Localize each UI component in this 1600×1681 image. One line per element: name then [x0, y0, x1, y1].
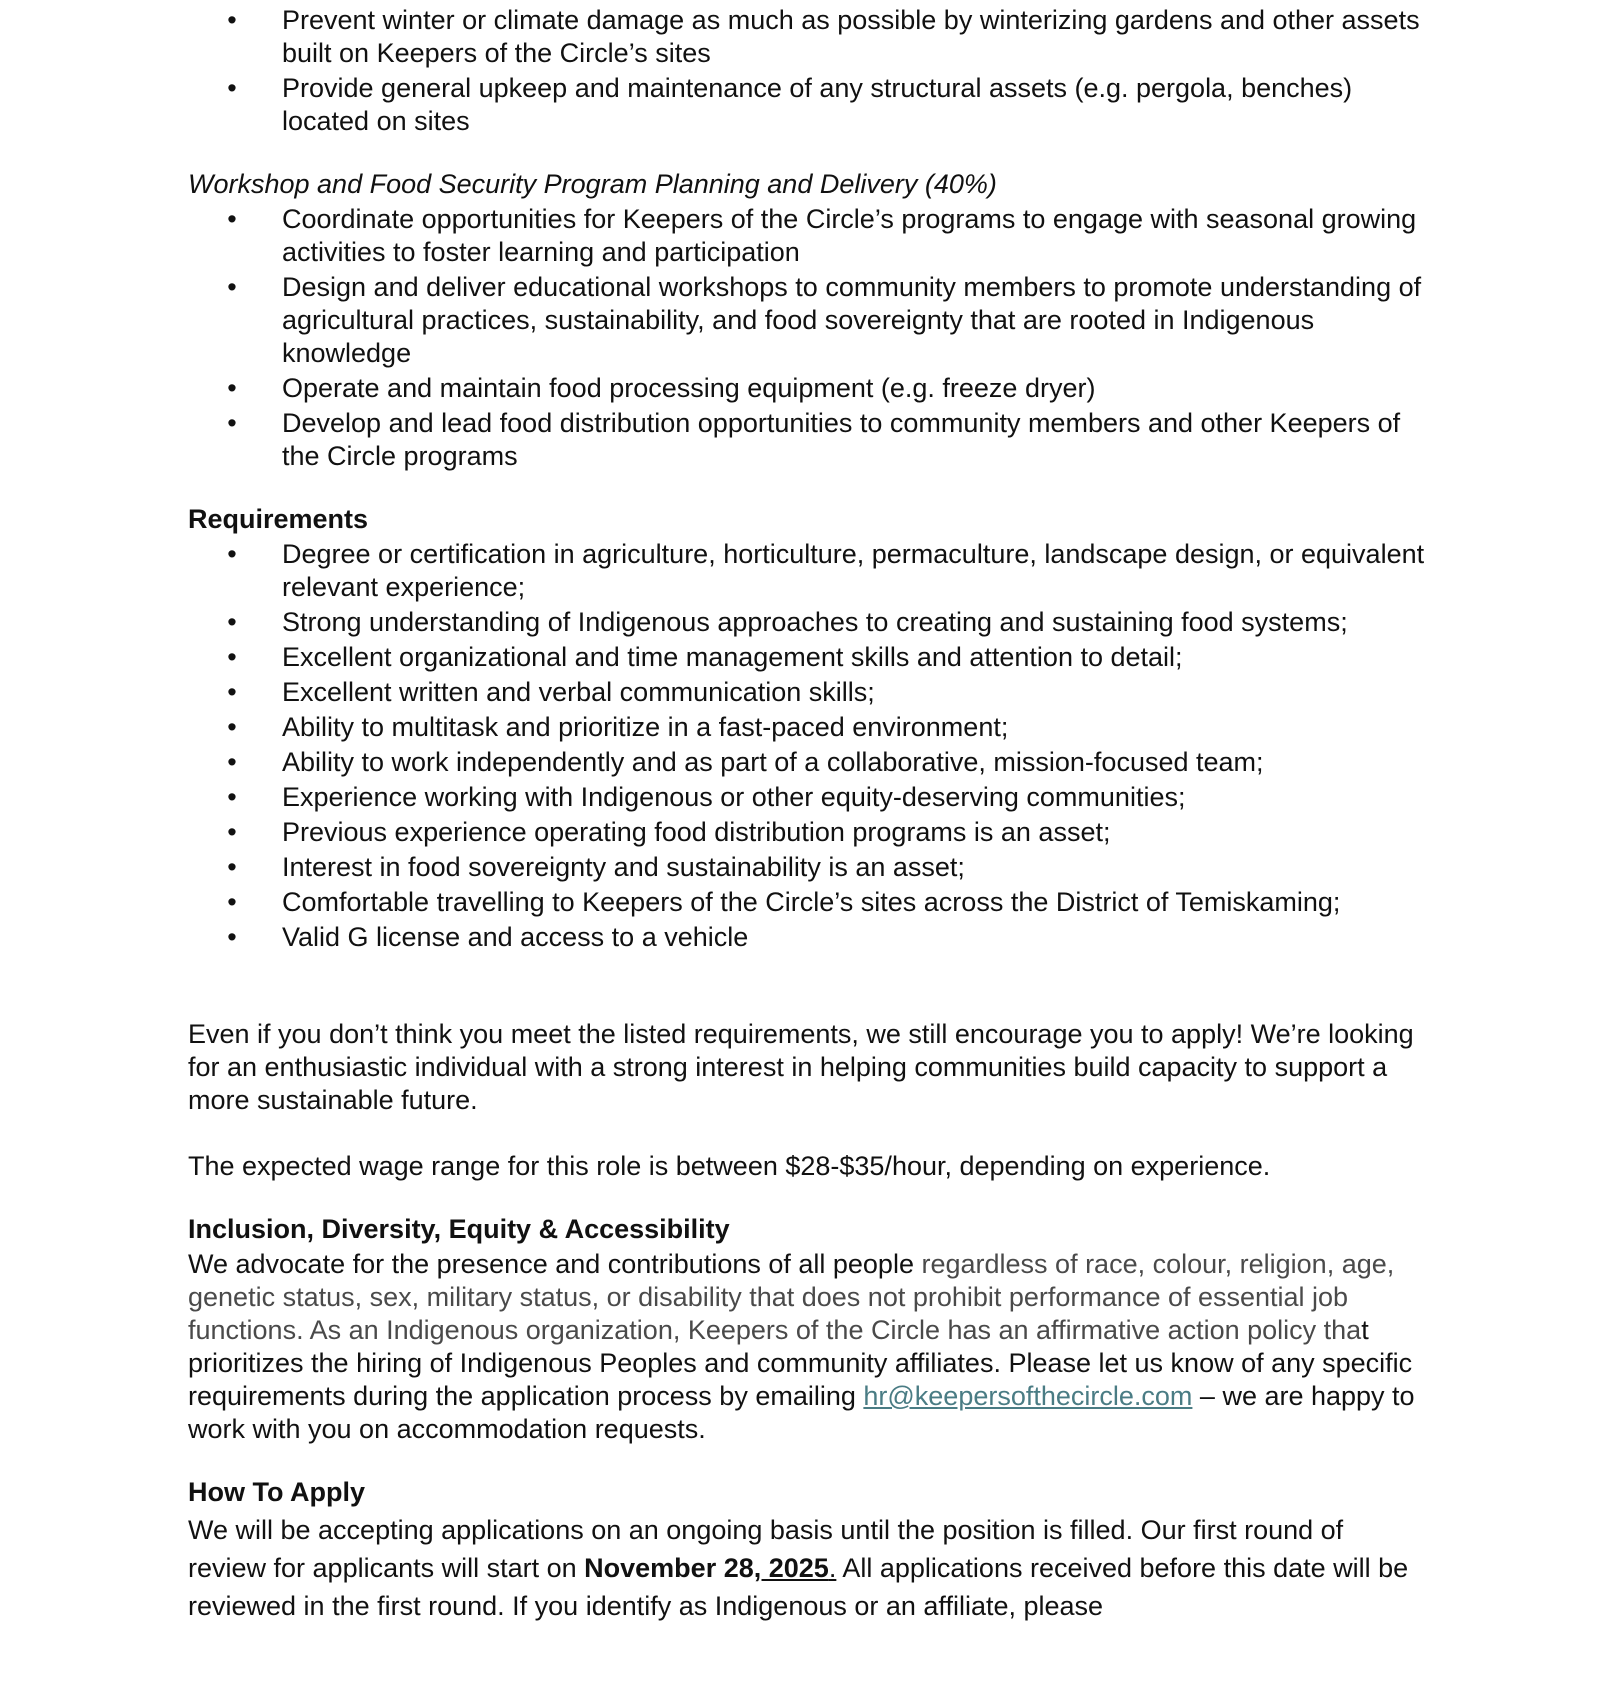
requirements-heading: Requirements	[188, 504, 369, 534]
bullet-icon: •	[227, 712, 237, 742]
bullet-icon: •	[227, 539, 237, 569]
list-item: • Coordinate opportunities for Keepers of the Circle’s programs to engage with seasonal growing activities to foster learning and participation	[282, 203, 1428, 269]
bullet-icon: •	[227, 677, 237, 707]
how-to-apply-heading: How To Apply	[188, 1477, 365, 1507]
list-item: • Prevent winter or climate damage as much as possible by winterizing gardens and other assets built on Keepers of the Circle’s sites	[282, 4, 1428, 70]
list-item: • Ability to work independently and as part of a collaborative, mission-focused team;	[282, 746, 1428, 779]
list-item: • Previous experience operating food distribution programs is an asset;	[282, 816, 1428, 849]
list-item: • Ability to multitask and prioritize in a fast-paced environment;	[282, 711, 1428, 744]
bullet-icon: •	[227, 887, 237, 917]
bullet-icon: •	[227, 922, 237, 952]
workshop-list	[188, 203, 1428, 473]
list-item: • Valid G license and access to a vehicle	[282, 921, 1428, 954]
bullet-icon: •	[227, 852, 237, 882]
list-item: • Experience working with Indigenous or other equity-deserving communities;	[282, 781, 1428, 814]
bullet-icon: •	[227, 5, 237, 35]
bullet-icon: •	[227, 73, 237, 103]
idea-heading: Inclusion, Diversity, Equity & Accessibility	[188, 1214, 730, 1244]
bullet-icon: •	[227, 272, 237, 302]
list-item: • Develop and lead food distribution opportunities to community members and other Keepers of the Circle programs	[282, 407, 1428, 473]
list-item: • Excellent organizational and time management skills and attention to detail;	[282, 641, 1428, 674]
bullet-icon: •	[227, 782, 237, 812]
site-maintenance-list	[188, 4, 1428, 138]
idea-paragraph: We advocate for the presence and contributions of all people regardless of race, colour, religion, age, genetic status, sex, military status, or disability that does not prohibit performance of essential job functions. As an Indigenous organization, Keepers of the Circle has an affirmative action policy that prioritizes the hiring of Indigenous Peoples and community affiliates. Please let us know of any specific requirements during the application process by emailing hr@keepersofthecircle.com – we are happy to work with you on accommodation requests.	[188, 1249, 1415, 1444]
bullet-icon: •	[227, 204, 237, 234]
list-item: • Comfortable travelling to Keepers of the Circle’s sites across the District of Temiskaming;	[282, 886, 1428, 919]
requirements-list	[188, 538, 1428, 954]
bullet-icon: •	[227, 817, 237, 847]
list-item: • Design and deliver educational workshops to community members to promote understanding of agricultural practices, sustainability, and food sovereignty that are rooted in Indigenous knowledge	[282, 271, 1428, 370]
list-item: • Operate and maintain food processing equipment (e.g. freeze dryer)	[282, 372, 1428, 405]
workshop-section-heading: Workshop and Food Security Program Planning and Delivery (40%)	[188, 169, 997, 199]
bullet-icon: •	[227, 373, 237, 403]
bullet-icon: •	[227, 642, 237, 672]
list-item: • Strong understanding of Indigenous approaches to creating and sustaining food systems;	[282, 606, 1428, 639]
encouragement-paragraph: Even if you don’t think you meet the listed requirements, we still encourage you to apply! We’re looking for an enthusiastic individual with a strong interest in helping communities build capacity to support a more sustainable future.	[188, 1019, 1414, 1115]
wage-paragraph: The expected wage range for this role is between $28-$35/hour, depending on experience.	[188, 1151, 1271, 1181]
bullet-icon: •	[227, 607, 237, 637]
how-to-apply-paragraph: We will be accepting applications on an ongoing basis until the position is filled. Our first round of review for applicants will start on November 28, 2025. All applications received before this date will be reviewed in the first round. If you identify as Indigenous or an affiliate, please	[188, 1515, 1409, 1621]
list-item: • Degree or certification in agriculture, horticulture, permaculture, landscape design, or equivalent relevant experience;	[282, 538, 1428, 604]
bullet-icon: •	[227, 747, 237, 777]
list-item: • Interest in food sovereignty and sustainability is an asset;	[282, 851, 1428, 884]
document-page	[188, 4, 1428, 1625]
list-item: • Excellent written and verbal communication skills;	[282, 676, 1428, 709]
review-start-date: November 28, 2025	[584, 1553, 829, 1583]
bullet-icon: •	[227, 408, 237, 438]
list-item: • Provide general upkeep and maintenance of any structural assets (e.g. pergola, benches) located on sites	[282, 72, 1428, 138]
email-link[interactable]: hr@keepersofthecircle.com	[863, 1381, 1193, 1411]
